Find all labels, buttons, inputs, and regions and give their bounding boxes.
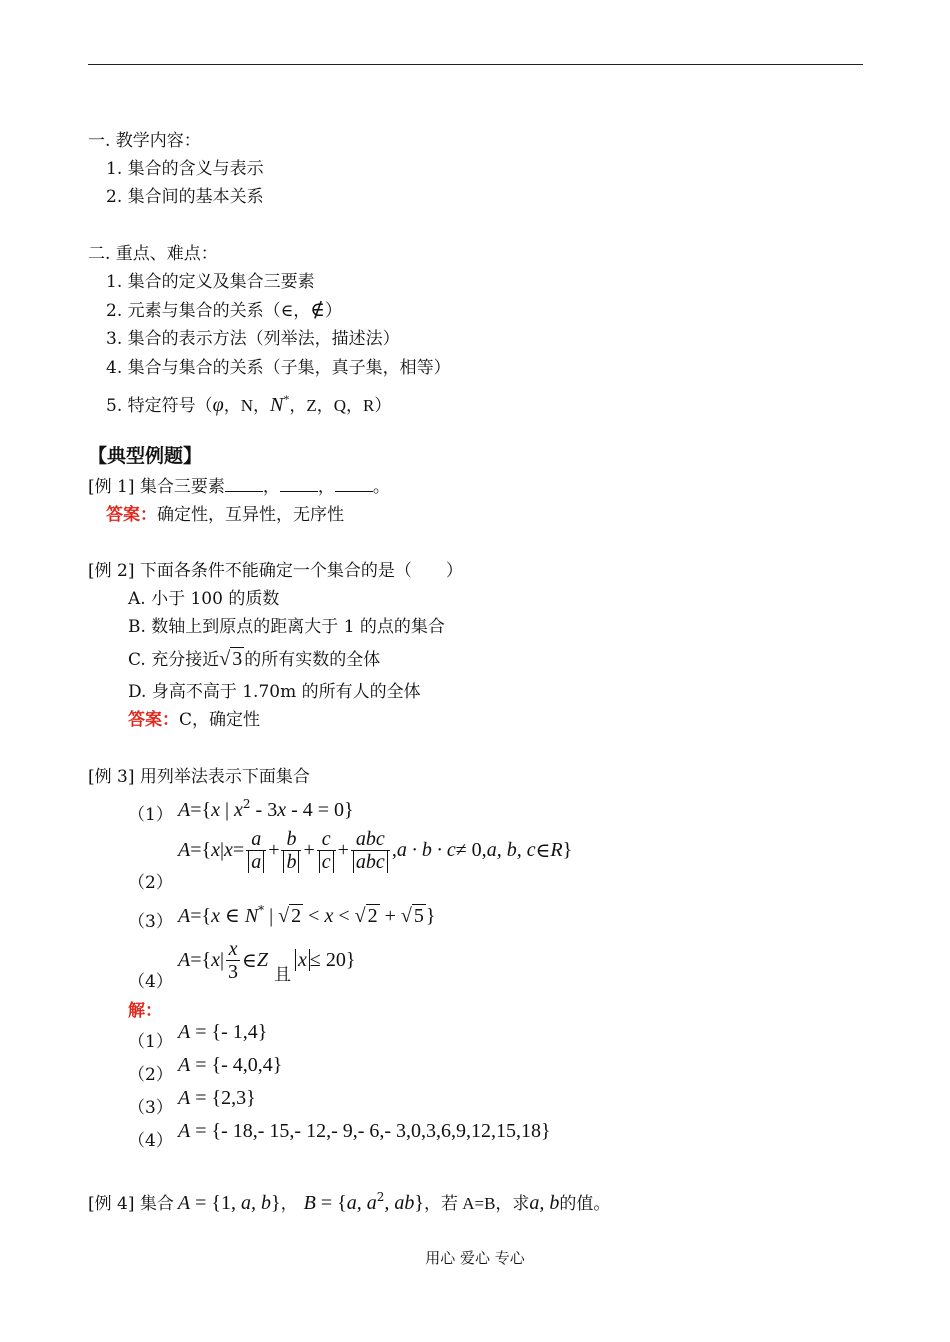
q4-b: ={ (190, 949, 212, 971)
sqrt-2 (278, 905, 303, 927)
q1-formula (178, 793, 354, 822)
set-b-vars: a, a (346, 1192, 377, 1214)
q1-sup: 2 (242, 797, 251, 811)
s2-b: = {- 4,0,4} (190, 1054, 283, 1076)
q4-abs: x (295, 949, 310, 971)
frac-abc-num: abc (355, 828, 385, 850)
q3-d: ∈ (220, 905, 245, 927)
radicand: 3 (232, 648, 243, 670)
q1-b: ={ (190, 799, 212, 821)
set-a-open: = {1, (190, 1192, 241, 1214)
ex4-condition: ，若 A=B，求 (423, 1194, 530, 1213)
item5-n: ，N， (223, 396, 270, 415)
q2-close: } (562, 839, 573, 861)
header-rule (88, 64, 863, 65)
q2-comma: , (391, 839, 397, 861)
option-a: A. 小于 100 的质数 (128, 589, 280, 609)
sqrt-symbol: √ (278, 905, 290, 927)
sqrt-3 (219, 648, 244, 670)
q4-in: ∈ (242, 950, 257, 972)
frac-c-num: c (321, 828, 331, 850)
q2-product: a · b · c (396, 839, 456, 861)
q1-h: - 4 = 0} (286, 799, 354, 821)
q2-formula (178, 828, 572, 873)
set-b-sup: 2 (376, 1190, 385, 1204)
q2-vars: a, b, c (486, 839, 536, 861)
frac-den: 3 (228, 961, 239, 983)
q2-x2: x (224, 839, 233, 861)
s2-number: （2） (128, 1065, 173, 1085)
q3-h: x (324, 905, 334, 927)
q3-number: （3） (128, 912, 173, 932)
frac-b-den: b (283, 851, 299, 873)
q3-k: } (425, 905, 436, 927)
ex1-sep2: ， (317, 477, 335, 497)
answer-label: 答案： (106, 505, 157, 525)
q4-z: Z (256, 949, 268, 971)
n-star-symbol (270, 394, 289, 416)
set-a-close: } (271, 1192, 281, 1214)
s3-b: = {2,3} (190, 1087, 256, 1109)
n-star-base: N (269, 394, 284, 416)
q4-a: A (178, 949, 191, 971)
frac-a-den: a (248, 851, 264, 873)
q2-neq: ≠ 0, (455, 839, 487, 861)
frac-b-num: b (286, 828, 297, 850)
ex4-comma: ， (280, 1194, 298, 1214)
example4-question (88, 1186, 610, 1215)
s4-number: （4） (128, 1131, 173, 1151)
radicand: 5 (413, 905, 424, 927)
q4-c: x (211, 949, 220, 971)
fraction-abc (351, 828, 390, 873)
option-d: D. 身高不高于 1.70m 的所有人的全体 (128, 682, 421, 702)
s1-number: （1） (128, 1032, 173, 1052)
section2-item-1: 1. 集合的定义及集合三要素 (106, 272, 315, 292)
not-element-of-symbol: ∉ (310, 299, 326, 321)
section1-item-1: 1. 集合的含义与表示 (106, 159, 264, 179)
section2-title: 二. 重点、难点： (88, 244, 218, 264)
q1-e: x (234, 799, 243, 821)
answer-text: C，确定性 (179, 710, 261, 730)
s4-b: = {- 18,- 15,- 12,- 9,- 6,- 3,0,3,6,9,12,15,18} (190, 1120, 551, 1142)
q2-number: （2） (128, 873, 173, 893)
q1-f: - 3 (250, 799, 278, 821)
ex1-end: 。 (372, 477, 390, 497)
q3-c: x (211, 905, 220, 927)
q4-g: ≤ 20} (309, 949, 356, 971)
s1-a: A (178, 1021, 191, 1043)
q1-a: A (178, 799, 191, 821)
ex4-ab: a, b (529, 1192, 560, 1214)
ex1-sep1: ， (262, 477, 280, 497)
q2-a: A (178, 839, 191, 861)
answer-label: 答案： (128, 710, 179, 730)
q1-number: （1） (128, 805, 173, 825)
blank-2 (280, 475, 318, 492)
examples-heading: 【典型例题】 (88, 445, 203, 467)
q1-c: x (211, 799, 220, 821)
item5-rest: ，Z，Q，R） (289, 396, 392, 415)
s2-formula (178, 1054, 282, 1077)
section1-title: 一. 教学内容： (88, 131, 201, 151)
set-a-vars: a, b (241, 1192, 271, 1214)
s3-formula (178, 1087, 256, 1110)
q4-formula (178, 936, 355, 985)
set-b-ab: , ab (384, 1192, 415, 1214)
q3-b: ={ (190, 905, 212, 927)
ex4-end: 的值。 (559, 1194, 611, 1214)
q2-x: x (211, 839, 220, 861)
s3-a: A (178, 1087, 191, 1109)
s1-b: = {- 1,4} (190, 1021, 268, 1043)
frac-num: x (228, 938, 238, 960)
frac-abc-den: abc (353, 851, 388, 873)
item2-close: ） (325, 301, 343, 321)
q3-e: N (244, 905, 259, 927)
sqrt-symbol: √ (400, 905, 412, 927)
sqrt-5 (401, 905, 426, 927)
q3-i: < (333, 905, 355, 927)
example1-question (88, 475, 390, 498)
sqrt-2-b (355, 905, 380, 927)
item5-text: 5. 特定符号（ (106, 396, 213, 416)
solution-label: 解： (128, 1001, 162, 1021)
set-b-close: } (414, 1192, 424, 1214)
section2-item-2 (106, 299, 342, 322)
s2-a: A (178, 1054, 191, 1076)
s1-formula (178, 1021, 267, 1044)
q3-f: | (264, 905, 279, 927)
q4-and: 且 (273, 965, 291, 985)
q4-number: （4） (128, 972, 173, 992)
q3-j: + (379, 905, 401, 927)
fraction-x-over-3 (226, 938, 240, 983)
example1-label: [例 1] 集合三要素 (88, 477, 225, 497)
section2-item-3: 3. 集合的表示方法（列举法，描述法） (106, 329, 400, 349)
plus: + (303, 839, 315, 861)
s4-formula (178, 1120, 551, 1143)
section2-item-5 (106, 388, 391, 417)
q2-r: R (550, 839, 563, 861)
answer-text: 确定性，互异性，无序性 (157, 505, 344, 525)
frac-a-num: a (251, 828, 262, 850)
example2-answer (128, 709, 260, 731)
q2-bar: | (220, 839, 225, 861)
q1-d: | (220, 799, 235, 821)
section2-item-4: 4. 集合与集合的关系（子集，真子集，相等） (106, 358, 451, 378)
q2-eq: = (232, 839, 245, 861)
option-c-text-end: 的所有实数的全体 (244, 650, 381, 670)
sqrt-symbol: √ (219, 648, 231, 670)
empty-set-symbol: φ (212, 394, 224, 416)
set-b: B (303, 1192, 316, 1214)
q3-a: A (178, 905, 191, 927)
q2-brace: ={ (190, 839, 212, 861)
blank-3 (335, 475, 373, 492)
plus: + (268, 839, 280, 861)
page-footer: 用心 爱心 专心 (425, 1249, 525, 1267)
q3-sup: * (258, 903, 265, 917)
example1-answer (106, 504, 344, 526)
q3-formula (178, 899, 435, 928)
s3-number: （3） (128, 1098, 173, 1118)
sqrt-symbol: √ (354, 905, 366, 927)
option-b: B. 数轴上到原点的距离大于 1 的点的集合 (128, 617, 445, 637)
item2-sep: ， (293, 301, 311, 321)
fraction-b (281, 828, 301, 873)
example3-question: [例 3] 用列举法表示下面集合 (88, 767, 310, 787)
example4-label: [例 4] 集合 (88, 1194, 174, 1214)
radicand: 2 (291, 905, 302, 927)
frac-c-den: c (319, 851, 334, 873)
example2-question: [例 2] 下面各条件不能确定一个集合的是（ ） (88, 561, 463, 581)
q1-g: x (277, 799, 287, 821)
q2-in: ∈ (535, 840, 551, 862)
blank-1 (225, 475, 263, 492)
item2-text: 2. 元素与集合的关系（ (106, 301, 281, 321)
section1-item-2: 2. 集合间的基本关系 (106, 187, 264, 207)
fraction-c (317, 828, 336, 873)
element-of-symbol: ∈ (280, 301, 294, 321)
q4-d: | (220, 949, 225, 971)
plus: + (337, 839, 349, 861)
n-star-sup: * (283, 392, 290, 406)
radicand: 2 (367, 905, 378, 927)
option-c (128, 648, 380, 671)
s4-a: A (178, 1120, 191, 1142)
fraction-a (246, 828, 266, 873)
set-b-open: = { (315, 1192, 347, 1214)
option-c-text: C. 充分接近 (128, 650, 220, 670)
set-a: A (177, 1192, 191, 1214)
q3-g: < (303, 905, 325, 927)
